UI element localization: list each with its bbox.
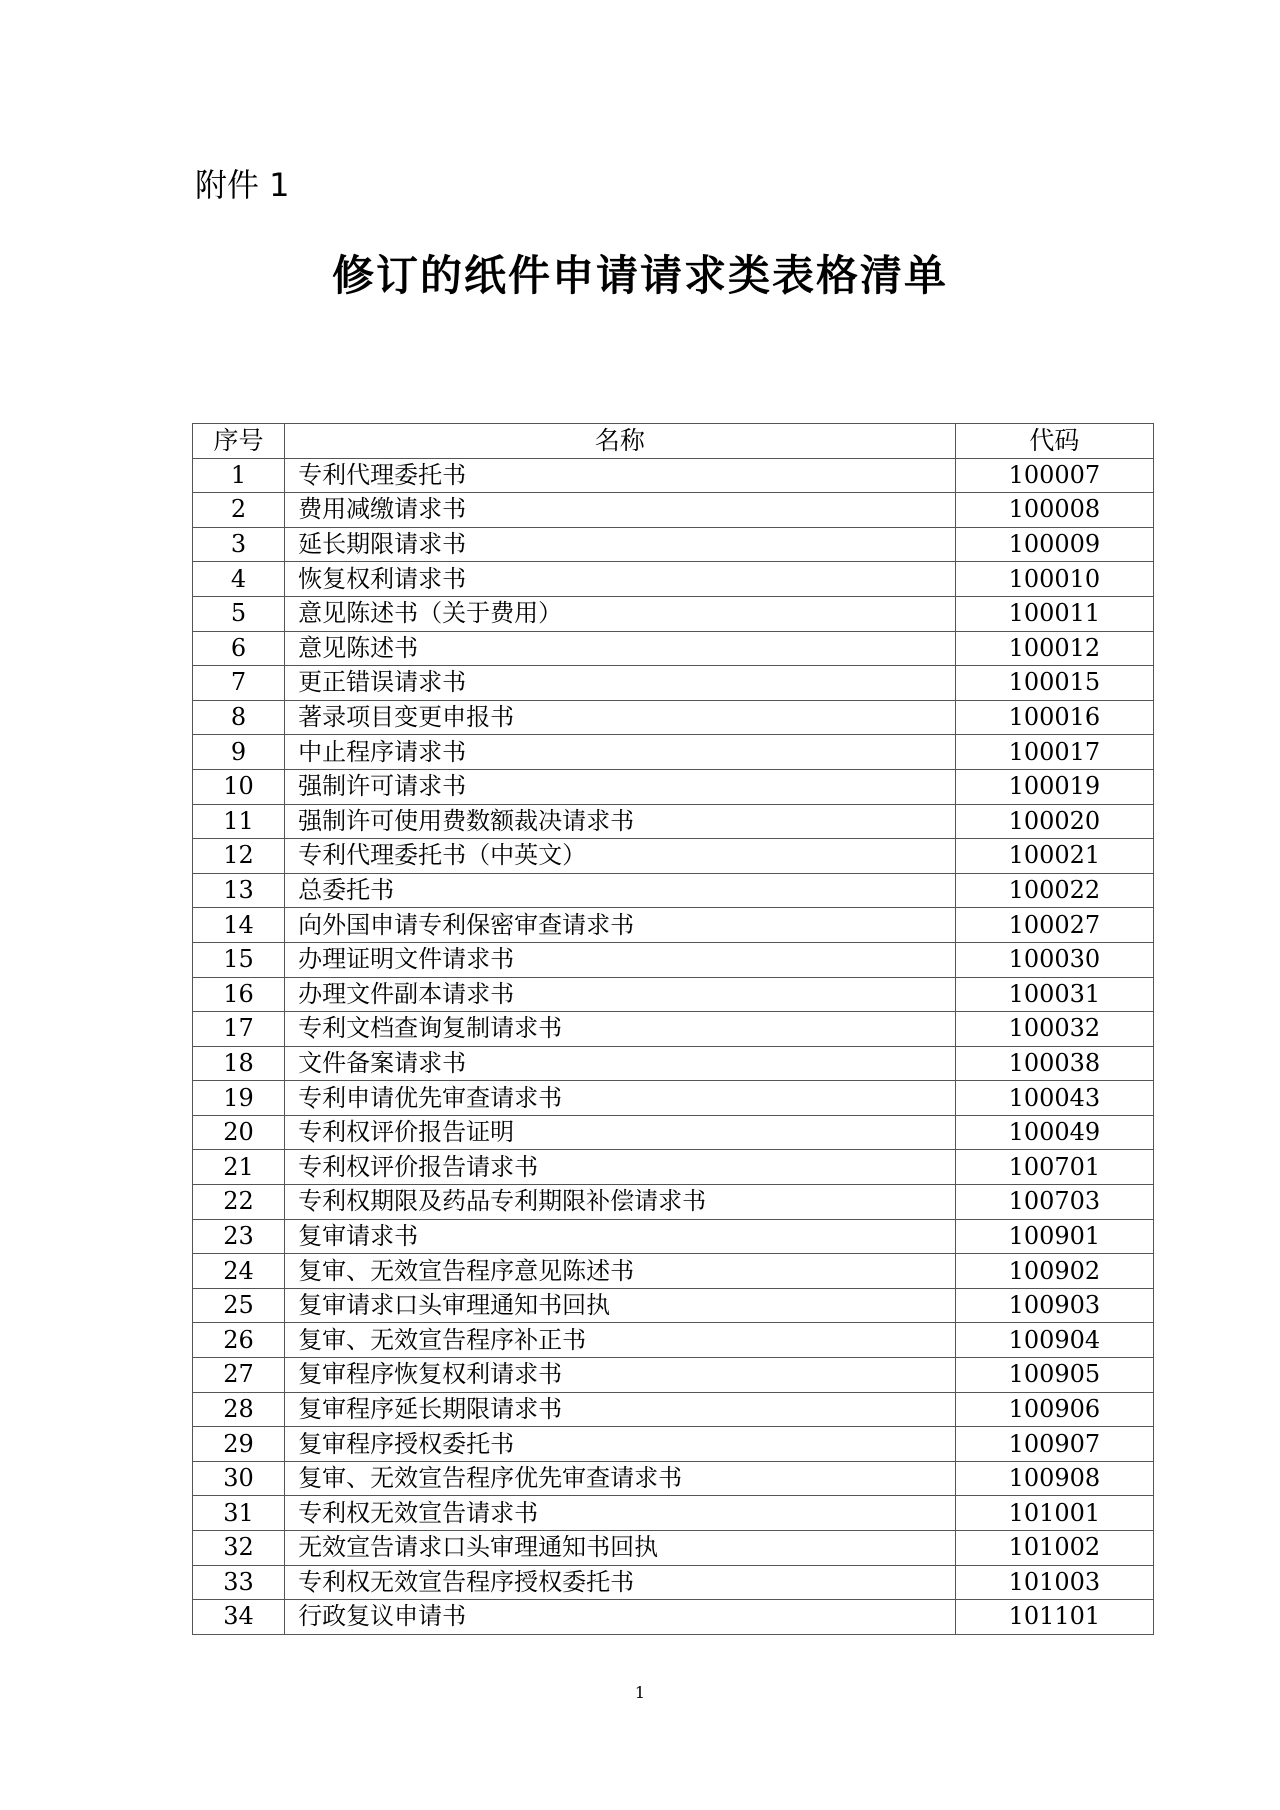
row-form-name: 专利申请优先审查请求书 — [285, 1081, 956, 1116]
row-form-code: 100908 — [955, 1461, 1153, 1496]
table-row — [193, 735, 1154, 770]
row-form-code: 100022 — [955, 873, 1153, 908]
row-form-code: 100031 — [955, 977, 1153, 1012]
row-number: 1 — [193, 458, 285, 493]
document-title: 修订的纸件申请请求类表格清单 — [331, 251, 948, 300]
row-form-code: 100049 — [955, 1115, 1153, 1150]
table-row — [193, 700, 1154, 735]
table-body — [193, 458, 1154, 1634]
forms-table — [192, 423, 1154, 1635]
row-form-name: 意见陈述书 — [285, 631, 956, 666]
row-form-name: 专利权期限及药品专利期限补偿请求书 — [285, 1185, 956, 1220]
row-form-name: 专利权无效宣告程序授权委托书 — [285, 1565, 956, 1600]
row-number: 3 — [193, 527, 285, 562]
row-form-name: 专利文档查询复制请求书 — [285, 1012, 956, 1047]
row-number: 25 — [193, 1288, 285, 1323]
row-form-name: 复审、无效宣告程序补正书 — [285, 1323, 956, 1358]
row-number: 22 — [193, 1185, 285, 1220]
row-form-name: 专利代理委托书（中英文） — [285, 839, 956, 874]
row-form-code: 100902 — [955, 1254, 1153, 1289]
row-form-code: 100017 — [955, 735, 1153, 770]
row-form-code: 100905 — [955, 1358, 1153, 1393]
row-form-name: 专利权评价报告证明 — [285, 1115, 956, 1150]
row-form-code: 100043 — [955, 1081, 1153, 1116]
row-form-name: 向外国申请专利保密审查请求书 — [285, 908, 956, 943]
row-form-name: 复审程序授权委托书 — [285, 1427, 956, 1462]
row-number: 34 — [193, 1600, 285, 1635]
row-form-code: 101101 — [955, 1600, 1153, 1635]
table-row — [193, 1531, 1154, 1566]
table-row — [193, 1461, 1154, 1496]
table-row — [193, 908, 1154, 943]
row-form-name: 专利权评价报告请求书 — [285, 1150, 956, 1185]
row-form-name: 意见陈述书（关于费用） — [285, 596, 956, 631]
table-row — [193, 666, 1154, 701]
row-form-code: 100007 — [955, 458, 1153, 493]
row-form-code: 100701 — [955, 1150, 1153, 1185]
row-form-code: 100019 — [955, 769, 1153, 804]
row-form-code: 100038 — [955, 1046, 1153, 1081]
row-number: 17 — [193, 1012, 285, 1047]
row-form-code: 100009 — [955, 527, 1153, 562]
table-row — [193, 631, 1154, 666]
page-number: 1 — [634, 1683, 646, 1702]
row-form-code: 100903 — [955, 1288, 1153, 1323]
header-no: 序号 — [193, 424, 285, 459]
table-row — [193, 1185, 1154, 1220]
row-number: 32 — [193, 1531, 285, 1566]
row-form-name: 行政复议申请书 — [285, 1600, 956, 1635]
table-row — [193, 1150, 1154, 1185]
row-number: 30 — [193, 1461, 285, 1496]
row-form-code: 100011 — [955, 596, 1153, 631]
row-form-name: 文件备案请求书 — [285, 1046, 956, 1081]
row-form-name: 复审程序恢复权利请求书 — [285, 1358, 956, 1393]
row-number: 4 — [193, 562, 285, 597]
row-number: 15 — [193, 942, 285, 977]
table-row — [193, 596, 1154, 631]
table-row — [193, 1115, 1154, 1150]
table-row — [193, 942, 1154, 977]
row-form-code: 100020 — [955, 804, 1153, 839]
row-number: 5 — [193, 596, 285, 631]
header-name: 名称 — [285, 424, 956, 459]
row-form-code: 100030 — [955, 942, 1153, 977]
row-number: 6 — [193, 631, 285, 666]
row-form-name: 办理文件副本请求书 — [285, 977, 956, 1012]
row-form-name: 强制许可请求书 — [285, 769, 956, 804]
table-row — [193, 839, 1154, 874]
row-form-code: 100703 — [955, 1185, 1153, 1220]
row-form-code: 100021 — [955, 839, 1153, 874]
row-number: 24 — [193, 1254, 285, 1289]
row-number: 9 — [193, 735, 285, 770]
row-form-name: 办理证明文件请求书 — [285, 942, 956, 977]
row-number: 29 — [193, 1427, 285, 1462]
row-form-code: 100907 — [955, 1427, 1153, 1462]
table-row — [193, 873, 1154, 908]
row-number: 21 — [193, 1150, 285, 1185]
row-form-code: 101001 — [955, 1496, 1153, 1531]
row-form-code: 100906 — [955, 1392, 1153, 1427]
table-row — [193, 1288, 1154, 1323]
row-form-code: 100012 — [955, 631, 1153, 666]
table-header-row — [193, 424, 1154, 459]
row-number: 8 — [193, 700, 285, 735]
row-form-name: 费用减缴请求书 — [285, 493, 956, 528]
table-row — [193, 493, 1154, 528]
row-form-name: 复审、无效宣告程序意见陈述书 — [285, 1254, 956, 1289]
table-row — [193, 458, 1154, 493]
row-form-name: 总委托书 — [285, 873, 956, 908]
table-row — [193, 1012, 1154, 1047]
table-row — [193, 527, 1154, 562]
row-form-code: 100032 — [955, 1012, 1153, 1047]
table-row — [193, 1496, 1154, 1531]
row-form-name: 复审、无效宣告程序优先审查请求书 — [285, 1461, 956, 1496]
row-form-name: 无效宣告请求口头审理通知书回执 — [285, 1531, 956, 1566]
row-form-name: 中止程序请求书 — [285, 735, 956, 770]
row-number: 20 — [193, 1115, 285, 1150]
table-row — [193, 804, 1154, 839]
row-number: 28 — [193, 1392, 285, 1427]
row-form-code: 100008 — [955, 493, 1153, 528]
row-number: 16 — [193, 977, 285, 1012]
table-row — [193, 1565, 1154, 1600]
header-code: 代码 — [955, 424, 1153, 459]
row-form-name: 复审请求书 — [285, 1219, 956, 1254]
attachment-label: 附件 1 — [195, 166, 290, 204]
table-row — [193, 1254, 1154, 1289]
row-form-name: 强制许可使用费数额裁决请求书 — [285, 804, 956, 839]
row-form-name: 更正错误请求书 — [285, 666, 956, 701]
row-form-code: 101003 — [955, 1565, 1153, 1600]
row-form-name: 复审请求口头审理通知书回执 — [285, 1288, 956, 1323]
row-number: 13 — [193, 873, 285, 908]
row-number: 2 — [193, 493, 285, 528]
row-form-name: 延长期限请求书 — [285, 527, 956, 562]
row-number: 18 — [193, 1046, 285, 1081]
row-form-code: 100901 — [955, 1219, 1153, 1254]
row-number: 26 — [193, 1323, 285, 1358]
row-number: 10 — [193, 769, 285, 804]
table-row — [193, 1323, 1154, 1358]
table-row — [193, 1427, 1154, 1462]
row-number: 7 — [193, 666, 285, 701]
row-form-code: 101002 — [955, 1531, 1153, 1566]
row-form-code: 100015 — [955, 666, 1153, 701]
table-row — [193, 1392, 1154, 1427]
row-form-name: 著录项目变更申报书 — [285, 700, 956, 735]
row-form-code: 100027 — [955, 908, 1153, 943]
row-form-code: 100904 — [955, 1323, 1153, 1358]
table-row — [193, 769, 1154, 804]
table-row — [193, 1046, 1154, 1081]
row-number: 11 — [193, 804, 285, 839]
table-row — [193, 562, 1154, 597]
row-number: 31 — [193, 1496, 285, 1531]
row-form-name: 专利权无效宣告请求书 — [285, 1496, 956, 1531]
table-row — [193, 1358, 1154, 1393]
table-row — [193, 1081, 1154, 1116]
row-number: 14 — [193, 908, 285, 943]
row-number: 23 — [193, 1219, 285, 1254]
table-row — [193, 1219, 1154, 1254]
row-form-name: 复审程序延长期限请求书 — [285, 1392, 956, 1427]
row-form-code: 100016 — [955, 700, 1153, 735]
row-number: 33 — [193, 1565, 285, 1600]
row-number: 19 — [193, 1081, 285, 1116]
row-number: 12 — [193, 839, 285, 874]
row-number: 27 — [193, 1358, 285, 1393]
row-form-code: 100010 — [955, 562, 1153, 597]
row-form-name: 专利代理委托书 — [285, 458, 956, 493]
row-form-name: 恢复权利请求书 — [285, 562, 956, 597]
table-row — [193, 977, 1154, 1012]
table-row — [193, 1600, 1154, 1635]
